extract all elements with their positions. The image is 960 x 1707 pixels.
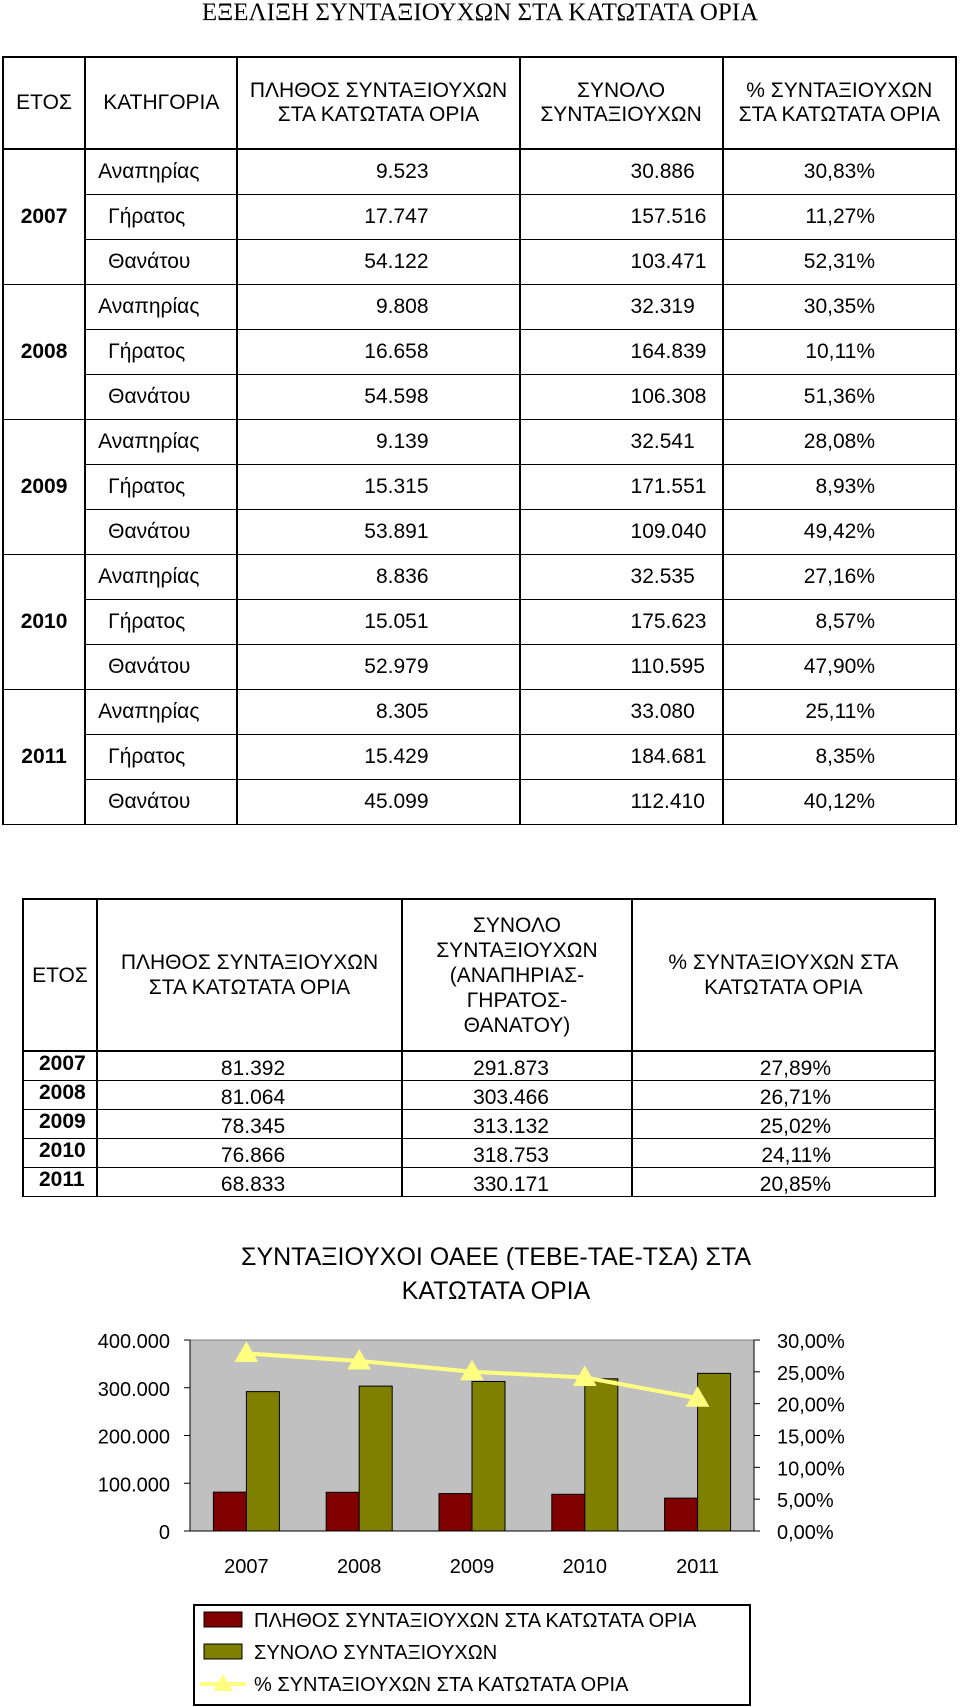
bar-count bbox=[326, 1492, 359, 1531]
count-cell: 52.979 bbox=[237, 645, 519, 690]
year-cell: 2010 bbox=[3, 555, 85, 690]
total-cell: 110.595 bbox=[520, 645, 723, 690]
x-axis-labels bbox=[224, 1556, 719, 1578]
table-row bbox=[3, 420, 956, 465]
percent-cell: 24,11% bbox=[632, 1139, 935, 1168]
total-cell: 32.541 bbox=[520, 420, 723, 465]
chart-title bbox=[241, 1243, 751, 1305]
total-cell: 164.839 bbox=[520, 330, 723, 375]
year-cell: 2008 bbox=[3, 285, 85, 420]
percent-cell: 47,90% bbox=[723, 645, 956, 690]
total-cell: 318.753 bbox=[402, 1139, 632, 1168]
table-row bbox=[3, 690, 956, 735]
total-cell: 330.171 bbox=[402, 1168, 632, 1197]
percent-cell: 8,57% bbox=[723, 600, 956, 645]
bar-count bbox=[665, 1498, 698, 1531]
percent-cell: 8,35% bbox=[723, 735, 956, 780]
percent-cell: 27,16% bbox=[723, 555, 956, 600]
table-row bbox=[23, 1081, 935, 1110]
count-cell: 9.139 bbox=[237, 420, 519, 465]
count-cell: 68.833 bbox=[97, 1168, 402, 1197]
header-category: ΚΑΤΗΓΟΡΙΑ bbox=[85, 57, 237, 149]
left-tick-label: 300.000 bbox=[97, 1378, 170, 1401]
count-cell: 17.747 bbox=[237, 195, 519, 240]
right-tick-label: 0,00% bbox=[777, 1522, 834, 1544]
total-cell: 303.466 bbox=[402, 1081, 632, 1110]
header-count: ΠΛΗΘΟΣ ΣΥΝΤΑΞΙΟΥΧΩΝ ΣΤΑ ΚΑΤΩΤΑΤΑ ΟΡΙΑ bbox=[97, 899, 402, 1051]
percent-cell: 49,42% bbox=[723, 510, 956, 555]
percent-cell: 20,85% bbox=[632, 1168, 935, 1197]
category-cell: Γήρατος bbox=[85, 465, 237, 510]
chart-legend bbox=[194, 1605, 750, 1705]
year-cell: 2007 bbox=[3, 149, 85, 285]
year-cell: 2010 bbox=[23, 1139, 97, 1168]
percent-cell: 26,71% bbox=[632, 1081, 935, 1110]
header-percent: % ΣΥΝΤΑΞΙΟΥΧΩΝ ΣΤΑ ΚΑΤΩΤΑΤΑ ΟΡΙΑ bbox=[723, 57, 956, 149]
category-cell: Αναπηρίας bbox=[85, 420, 237, 465]
table-row bbox=[3, 600, 956, 645]
bar-total bbox=[472, 1381, 505, 1531]
percent-cell: 10,11% bbox=[723, 330, 956, 375]
count-cell: 15.315 bbox=[237, 465, 519, 510]
table-header-row bbox=[3, 57, 956, 149]
year-cell: 2008 bbox=[23, 1081, 97, 1110]
header-total: ΣΥΝΟΛΟ ΣΥΝΤΑΞΙΟΥΧΩΝ bbox=[520, 57, 723, 149]
header-count: ΠΛΗΘΟΣ ΣΥΝΤΑΞΙΟΥΧΩΝ ΣΤΑ ΚΑΤΩΤΑΤΑ ΟΡΙΑ bbox=[237, 57, 519, 149]
percent-cell: 51,36% bbox=[723, 375, 956, 420]
count-cell: 8.305 bbox=[237, 690, 519, 735]
category-cell: Θανάτου bbox=[85, 780, 237, 825]
count-cell: 78.345 bbox=[97, 1110, 402, 1139]
total-cell: 157.516 bbox=[520, 195, 723, 240]
legend-label: ΣΥΝΟΛΟ ΣΥΝΤΑΞΙΟΥΧΩΝ bbox=[254, 1642, 498, 1664]
bar-total bbox=[585, 1379, 618, 1531]
pensioners-chart bbox=[0, 1230, 960, 1707]
total-cell: 33.080 bbox=[520, 690, 723, 735]
percent-cell: 40,12% bbox=[723, 780, 956, 825]
table-row bbox=[3, 195, 956, 240]
category-breakdown-table bbox=[2, 56, 957, 825]
category-cell: Θανάτου bbox=[85, 645, 237, 690]
yearly-summary-table bbox=[22, 898, 936, 1197]
count-cell: 53.891 bbox=[237, 510, 519, 555]
header-year: ΕΤΟΣ bbox=[3, 57, 85, 149]
total-cell: 184.681 bbox=[520, 735, 723, 780]
table-row bbox=[3, 285, 956, 330]
table-row bbox=[23, 1110, 935, 1139]
bar-total bbox=[246, 1392, 279, 1531]
percent-cell: 8,93% bbox=[723, 465, 956, 510]
table-row bbox=[23, 1139, 935, 1168]
total-cell: 103.471 bbox=[520, 240, 723, 285]
year-cell: 2011 bbox=[3, 690, 85, 825]
total-cell: 106.308 bbox=[520, 375, 723, 420]
count-cell: 15.051 bbox=[237, 600, 519, 645]
total-cell: 171.551 bbox=[520, 465, 723, 510]
year-cell: 2009 bbox=[23, 1110, 97, 1139]
legend-swatch bbox=[204, 1644, 242, 1659]
count-cell: 8.836 bbox=[237, 555, 519, 600]
count-cell: 9.523 bbox=[237, 149, 519, 195]
category-cell: Θανάτου bbox=[85, 240, 237, 285]
table-row bbox=[3, 149, 956, 195]
bar-count bbox=[552, 1494, 585, 1531]
legend-swatch bbox=[204, 1612, 242, 1627]
category-cell: Θανάτου bbox=[85, 375, 237, 420]
table-row bbox=[3, 330, 956, 375]
count-cell: 16.658 bbox=[237, 330, 519, 375]
total-cell: 32.535 bbox=[520, 555, 723, 600]
page-title: ΕΞΕΛΙΞΗ ΣΥΝΤΑΞΙΟΥΧΩΝ ΣΤΑ ΚΑΤΩΤΑΤΑ ΟΡΙΑ bbox=[201, 0, 759, 26]
left-tick-label: 200.000 bbox=[97, 1426, 170, 1449]
bar-total bbox=[359, 1386, 392, 1531]
percent-cell: 11,27% bbox=[723, 195, 956, 240]
x-tick-label: 2010 bbox=[562, 1556, 608, 1578]
header-total: ΣΥΝΟΛΟ ΣΥΝΤΑΞΙΟΥΧΩΝ (ΑΝΑΠΗΡΙΑΣ-ΓΗΡΑΤΟΣ-ΘΑΝΑΤΟΥ) bbox=[402, 899, 632, 1051]
category-cell: Αναπηρίας bbox=[85, 690, 237, 735]
count-cell: 9.808 bbox=[237, 285, 519, 330]
total-cell: 291.873 bbox=[402, 1051, 632, 1081]
left-tick-label: 0 bbox=[158, 1522, 170, 1544]
x-tick-label: 2011 bbox=[676, 1556, 720, 1578]
x-tick-label: 2009 bbox=[449, 1556, 495, 1578]
percent-cell: 25,11% bbox=[723, 690, 956, 735]
table-row bbox=[3, 645, 956, 690]
total-cell: 175.623 bbox=[520, 600, 723, 645]
count-cell: 45.099 bbox=[237, 780, 519, 825]
total-cell: 32.319 bbox=[520, 285, 723, 330]
year-cell: 2007 bbox=[23, 1051, 97, 1081]
percent-cell: 30,35% bbox=[723, 285, 956, 330]
right-tick-label: 5,00% bbox=[777, 1490, 834, 1513]
right-tick-label: 25,00% bbox=[777, 1362, 845, 1385]
table-row bbox=[3, 735, 956, 780]
header-year: ΕΤΟΣ bbox=[23, 899, 97, 1051]
right-tick-label: 15,00% bbox=[777, 1426, 845, 1449]
category-cell: Αναπηρίας bbox=[85, 285, 237, 330]
percent-cell: 28,08% bbox=[723, 420, 956, 465]
count-cell: 76.866 bbox=[97, 1139, 402, 1168]
percent-cell: 25,02% bbox=[632, 1110, 935, 1139]
percent-cell: 27,89% bbox=[632, 1051, 935, 1081]
table-row bbox=[3, 780, 956, 825]
table-row bbox=[3, 510, 956, 555]
table-row bbox=[23, 1168, 935, 1197]
total-cell: 109.040 bbox=[520, 510, 723, 555]
category-cell: Αναπηρίας bbox=[85, 149, 237, 195]
total-cell: 30.886 bbox=[520, 149, 723, 195]
legend-label: ΠΛΗΘΟΣ ΣΥΝΤΑΞΙΟΥΧΩΝ ΣΤΑ ΚΑΤΩΤΑΤΑ ΟΡΙΑ bbox=[254, 1610, 697, 1632]
header-percent: % ΣΥΝΤΑΞΙΟΥΧΩΝ ΣΤΑ ΚΑΤΩΤΑΤΑ ΟΡΙΑ bbox=[632, 899, 935, 1051]
count-cell: 81.392 bbox=[97, 1051, 402, 1081]
count-cell: 54.122 bbox=[237, 240, 519, 285]
category-cell: Αναπηρίας bbox=[85, 555, 237, 600]
x-tick-label: 2008 bbox=[336, 1556, 382, 1578]
right-tick-label: 20,00% bbox=[777, 1394, 845, 1417]
right-tick-label: 30,00% bbox=[777, 1331, 845, 1353]
count-cell: 54.598 bbox=[237, 375, 519, 420]
x-tick-label: 2007 bbox=[224, 1556, 269, 1578]
category-cell: Θανάτου bbox=[85, 510, 237, 555]
count-cell: 81.064 bbox=[97, 1081, 402, 1110]
percent-cell: 30,83% bbox=[723, 149, 956, 195]
left-tick-label: 100.000 bbox=[97, 1474, 170, 1497]
table-header-row bbox=[23, 899, 935, 1051]
bar-count bbox=[439, 1494, 472, 1531]
legend-label: % ΣΥΝΤΑΞΙΟΥΧΩΝ ΣΤΑ ΚΑΤΩΤΑΤΑ ΟΡΙΑ bbox=[254, 1674, 629, 1696]
table-row bbox=[23, 1051, 935, 1081]
left-tick-label: 400.000 bbox=[97, 1331, 170, 1353]
table-row bbox=[3, 240, 956, 285]
chart-title-text: ΣΥΝΤΑΞΙΟΥΧΟΙ ΟΑΕΕ (ΤΕΒΕ-ΤΑΕ-ΤΣΑ) ΣΤΑ ΚΑΤΩΤΑΤΑ ΟΡΙΑ bbox=[240, 1243, 752, 1305]
total-cell: 112.410 bbox=[520, 780, 723, 825]
category-cell: Γήρατος bbox=[85, 330, 237, 375]
total-cell: 313.132 bbox=[402, 1110, 632, 1139]
category-cell: Γήρατος bbox=[85, 735, 237, 780]
bar-count bbox=[213, 1492, 246, 1531]
table-row bbox=[3, 375, 956, 420]
category-cell: Γήρατος bbox=[85, 600, 237, 645]
right-tick-label: 10,00% bbox=[777, 1458, 845, 1481]
count-cell: 15.429 bbox=[237, 735, 519, 780]
year-cell: 2009 bbox=[3, 420, 85, 555]
year-cell: 2011 bbox=[23, 1168, 97, 1197]
category-cell: Γήρατος bbox=[85, 195, 237, 240]
table-row bbox=[3, 555, 956, 600]
table-row bbox=[3, 465, 956, 510]
percent-cell: 52,31% bbox=[723, 240, 956, 285]
